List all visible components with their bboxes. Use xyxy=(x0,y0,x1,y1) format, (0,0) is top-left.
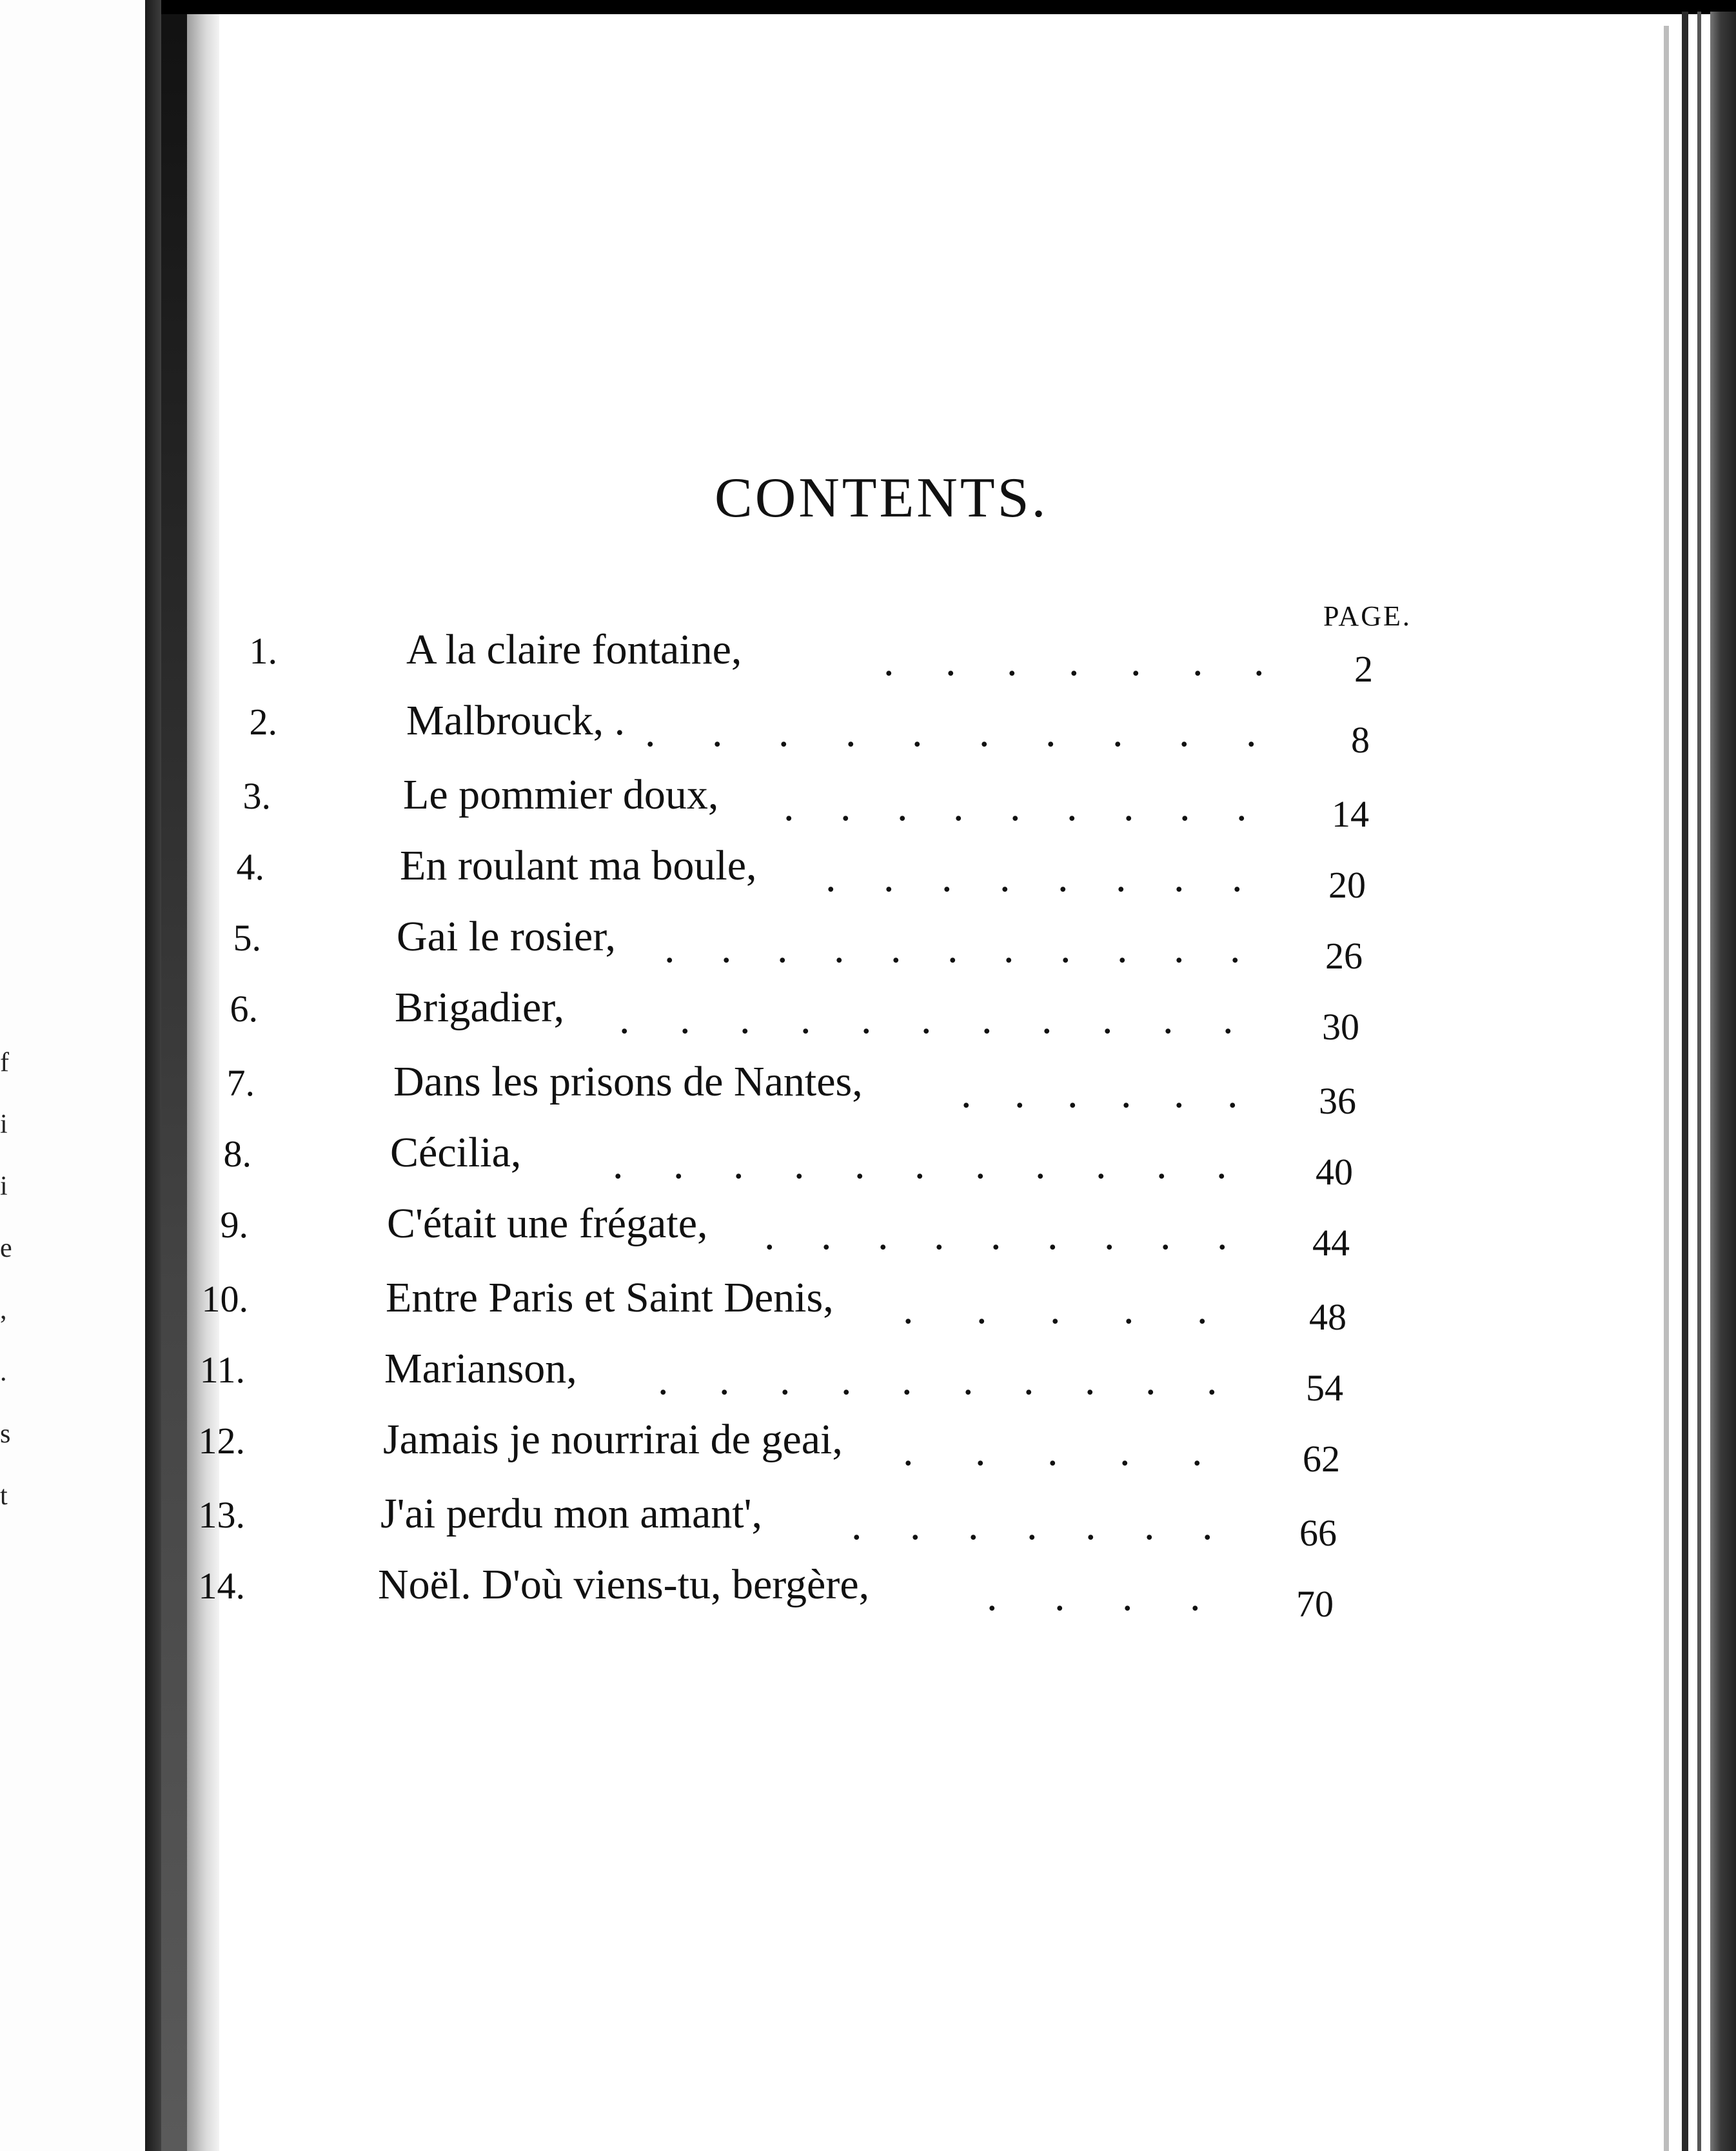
leader-dot: . xyxy=(1010,783,1021,830)
leader-dot: . xyxy=(825,854,836,901)
leader-dot: . xyxy=(945,638,956,685)
entry-title: Gai le rosier, xyxy=(397,913,616,960)
entry-number: 8. xyxy=(223,1133,252,1175)
leader-dot: . xyxy=(658,1357,669,1404)
leader-dot: . xyxy=(1047,1428,1058,1475)
leader-dot: . xyxy=(1163,996,1174,1043)
leader-dot: . xyxy=(1207,1357,1218,1404)
entry-number: 14. xyxy=(198,1565,245,1607)
leader-dot: . xyxy=(1067,1070,1078,1117)
margin-fragment: f xyxy=(0,1048,9,1077)
entry-number: 5. xyxy=(233,917,261,959)
leader-dot: . xyxy=(1232,854,1243,901)
entry-number: 6. xyxy=(230,988,258,1030)
leader-dot: . xyxy=(910,1502,921,1549)
entry-page-number: 40 xyxy=(1316,1151,1353,1193)
leader-dot: . xyxy=(1223,996,1234,1043)
entry-title: Jamais je nourrirai de geai, xyxy=(383,1416,843,1463)
leader-dot: . xyxy=(942,854,952,901)
leader-dot: . xyxy=(845,709,856,756)
entry-page-number: 62 xyxy=(1303,1438,1340,1480)
entry-number: 9. xyxy=(220,1204,248,1246)
leader-dot: . xyxy=(1104,1212,1115,1259)
entry-title: Entre Paris et Saint Denis, xyxy=(386,1274,834,1321)
leader-dot: . xyxy=(902,1357,912,1404)
page-title: CONTENTS. xyxy=(715,467,1049,529)
entry-page-number: 70 xyxy=(1296,1583,1334,1625)
leader-dot: . xyxy=(991,1212,1001,1259)
leader-dot: . xyxy=(1160,1212,1171,1259)
leader-dot: . xyxy=(1121,1070,1132,1117)
leader-dot: . xyxy=(1096,1141,1107,1188)
leader-dot: . xyxy=(1202,1502,1213,1549)
leader-dot: . xyxy=(1000,854,1011,901)
leader-dot: . xyxy=(953,783,964,830)
leader-dot: . xyxy=(1060,925,1071,972)
leader-dot: . xyxy=(1007,638,1018,685)
entry-page-number: 30 xyxy=(1322,1006,1359,1048)
leader-dot: . xyxy=(891,925,902,972)
entry-number: 10. xyxy=(201,1278,248,1320)
entry-page-number: 54 xyxy=(1306,1367,1343,1409)
leader-dot: . xyxy=(784,783,794,830)
leader-dot: . xyxy=(1047,1212,1058,1259)
leader-dot: . xyxy=(821,1212,832,1259)
entry-title: Dans les prisons de Nantes, xyxy=(393,1058,863,1105)
leader-dot: . xyxy=(914,1141,925,1188)
leader-dot: . xyxy=(1050,1286,1061,1333)
leader-dot: . xyxy=(1156,1141,1167,1188)
leader-dot: . xyxy=(1230,925,1241,972)
leader-dot: . xyxy=(975,1141,986,1188)
entry-page-number: 66 xyxy=(1299,1512,1337,1554)
entry-title: En roulant ma boule, xyxy=(400,842,757,889)
leader-dot: . xyxy=(854,1141,865,1188)
entry-page-number: 14 xyxy=(1332,793,1369,835)
leader-dot: . xyxy=(834,925,845,972)
entry-number: 2. xyxy=(249,701,277,743)
leader-dot: . xyxy=(861,996,872,1043)
leader-dot: . xyxy=(1246,709,1257,756)
margin-fragment: e xyxy=(0,1233,12,1263)
leader-dot: . xyxy=(1122,1573,1133,1620)
page-column-label: PAGE. xyxy=(1323,600,1412,632)
leader-dot: . xyxy=(921,996,932,1043)
leader-dot: . xyxy=(778,709,789,756)
entry-page-number: 44 xyxy=(1312,1222,1350,1264)
entry-number: 11. xyxy=(199,1349,245,1391)
margin-fragment: t xyxy=(0,1481,8,1511)
leader-dot: . xyxy=(673,1141,684,1188)
leader-dot: . xyxy=(712,709,723,756)
entry-page-number: 26 xyxy=(1325,935,1363,977)
margin-fragment: , xyxy=(0,1295,7,1325)
leader-dot: . xyxy=(764,1212,775,1259)
margin-fragment: . xyxy=(0,1357,7,1387)
leader-dot: . xyxy=(968,1502,979,1549)
leader-dot: . xyxy=(1123,1286,1134,1333)
leader-dot: . xyxy=(840,783,851,830)
leader-dot: . xyxy=(1217,1212,1228,1259)
leader-dot: . xyxy=(851,1502,862,1549)
leader-dot: . xyxy=(1123,783,1134,830)
leader-dot: . xyxy=(903,1286,914,1333)
leader-dot: . xyxy=(979,709,990,756)
leader-dot: . xyxy=(1227,1070,1238,1117)
leader-dot: . xyxy=(1174,925,1185,972)
leader-dot: . xyxy=(903,1428,914,1475)
entry-number: 13. xyxy=(198,1494,245,1536)
leader-dot: . xyxy=(1045,709,1056,756)
margin-fragment: s xyxy=(0,1419,11,1449)
leader-dot: . xyxy=(1174,854,1185,901)
entry-title: Le pommier doux, xyxy=(403,771,719,818)
leader-dot: . xyxy=(1003,925,1014,972)
leader-dot: . xyxy=(1192,638,1203,685)
leader-dot: . xyxy=(1117,925,1128,972)
leader-dot: . xyxy=(878,1212,889,1259)
leader-dot: . xyxy=(1085,1502,1096,1549)
entry-title: Cécilia, xyxy=(390,1129,522,1176)
leader-dot: . xyxy=(680,996,691,1043)
leader-dot: . xyxy=(1197,1286,1208,1333)
leader-dot: . xyxy=(1085,1357,1096,1404)
leader-dot: . xyxy=(976,1286,987,1333)
entry-title: Brigadier, xyxy=(395,984,565,1031)
leader-dot: . xyxy=(963,1357,974,1404)
leader-dot: . xyxy=(1179,709,1190,756)
leader-dot: . xyxy=(719,1357,730,1404)
leader-dot: . xyxy=(975,1428,986,1475)
entry-number: 3. xyxy=(242,775,271,817)
leader-dot: . xyxy=(1027,1502,1038,1549)
leader-dot: . xyxy=(1041,996,1052,1043)
leader-dot: . xyxy=(987,1573,998,1620)
leader-dot: . xyxy=(1023,1357,1034,1404)
leader-dot: . xyxy=(1236,783,1247,830)
entry-title: Noël. D'où viens-tu, bergère, xyxy=(378,1561,870,1608)
leader-dot: . xyxy=(733,1141,744,1188)
entry-title: C'était une frégate, xyxy=(387,1200,708,1247)
leader-dot: . xyxy=(841,1357,852,1404)
leader-dot: . xyxy=(1179,783,1190,830)
entry-page-number: 2 xyxy=(1354,648,1373,690)
entry-page-number: 36 xyxy=(1319,1080,1356,1122)
entry-page-number: 20 xyxy=(1328,864,1366,906)
leader-dot: . xyxy=(912,709,923,756)
leader-dot: . xyxy=(947,925,958,972)
leader-dot: . xyxy=(1014,1070,1025,1117)
leader-dot: . xyxy=(934,1212,945,1259)
entry-title: J'ai perdu mon amant', xyxy=(380,1490,762,1537)
leader-dot: . xyxy=(1130,638,1141,685)
leader-dot: . xyxy=(780,1357,791,1404)
leader-dot: . xyxy=(883,854,894,901)
leader-dot: . xyxy=(961,1070,972,1117)
entry-number: 1. xyxy=(249,630,277,672)
leader-dot: . xyxy=(1058,854,1069,901)
leader-dot: . xyxy=(1102,996,1113,1043)
entry-number: 12. xyxy=(198,1420,245,1462)
entry-number: 4. xyxy=(236,846,264,888)
leader-dot: . xyxy=(740,996,751,1043)
leader-dot: . xyxy=(619,996,630,1043)
margin-fragment: i xyxy=(0,1172,8,1201)
leader-dot: . xyxy=(1174,1070,1185,1117)
leader-dot: . xyxy=(1216,1141,1227,1188)
margin-fragment: i xyxy=(0,1110,8,1139)
leader-dot: . xyxy=(1116,854,1127,901)
leader-dot: . xyxy=(1145,1357,1156,1404)
leader-dot: . xyxy=(645,709,656,756)
leader-dot: . xyxy=(883,638,894,685)
leader-dot: . xyxy=(721,925,732,972)
entry-number: 7. xyxy=(226,1062,255,1104)
leader-dot: . xyxy=(1069,638,1080,685)
leader-dot: . xyxy=(1254,638,1265,685)
leader-dot: . xyxy=(777,925,788,972)
leader-dot: . xyxy=(664,925,675,972)
entry-title: Marianson, xyxy=(384,1345,577,1392)
leader-dot: . xyxy=(1192,1428,1203,1475)
leader-dot: . xyxy=(1190,1573,1201,1620)
leader-dot: . xyxy=(1144,1502,1155,1549)
entry-title: Malbrouck, . xyxy=(406,697,626,744)
leader-dot: . xyxy=(613,1141,624,1188)
leader-dot: . xyxy=(1120,1428,1130,1475)
leader-dot: . xyxy=(800,996,811,1043)
leader-dot: . xyxy=(981,996,992,1043)
leader-dot: . xyxy=(1035,1141,1046,1188)
entry-page-number: 8 xyxy=(1351,719,1370,761)
entry-title: A la claire fontaine, xyxy=(406,626,742,673)
leader-dot: . xyxy=(1054,1573,1065,1620)
leader-dot: . xyxy=(1112,709,1123,756)
entry-page-number: 48 xyxy=(1309,1296,1346,1338)
leader-dot: . xyxy=(794,1141,805,1188)
leader-dot: . xyxy=(897,783,908,830)
leader-dot: . xyxy=(1067,783,1078,830)
